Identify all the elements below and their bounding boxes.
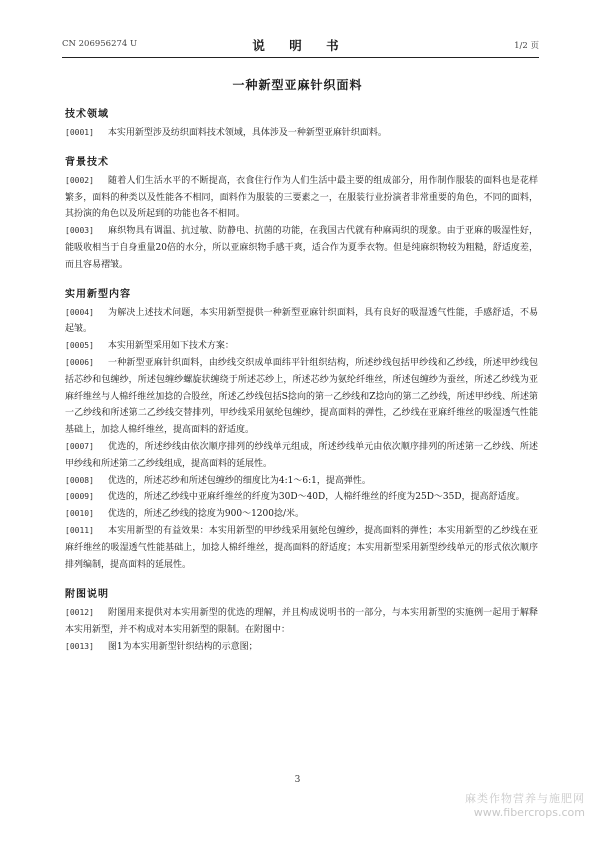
paragraph [65,223,538,273]
paragraph-number: [0012] [65,608,94,618]
paragraph-number: [0011] [65,525,94,535]
paragraph-number: [0004] [65,307,94,317]
paragraph-text: 随着人们生活水平的不断提高，衣食住行作为人们生活中最主要的组成部分，用作制作服装的面料也是花样繁多，面料的种类以及性能各不相同，面料作为服装的三要素之一，在服装行业扮演者非常重要的角色，不同的面料，其扮演的角色以及所起到的功能也各不相同。 [65,175,538,220]
page-indicator: 1/2 页 [514,41,539,51]
paragraph-number: [0001] [65,128,94,137]
watermark-site-name: 麻类作物营养与施肥网 [465,792,585,805]
paragraph-number: [0007] [65,441,94,451]
paragraph [65,173,538,223]
paragraph [65,473,538,490]
paragraph-number: [0009] [65,492,94,502]
section-heading-drawings: 附图说明 [65,589,109,601]
paragraph-text: 附图用来提供对本实用新型的优选的理解，并且构成说明书的一部分，与本实用新型的实施例一起用于解释本实用新型，并不构成对本实用新型的限制。在附图中： [65,608,538,636]
paragraph-text: 一种新型亚麻针织面料，由纱线交织成单面纬平针组织结构，所述纱线包括甲纱线和乙纱线，所述甲纱线包括芯纱和包缠纱，所述包缠纱螺旋状缠绕于所述芯纱上，所述芯纱为氨纶纤维丝，所述包缠纱为蚕丝，所述乙纱线为亚麻纤维丝与人棉纤维丝加捻的合股丝，所述乙纱线包括S捻向的第一乙纱线和Z捻向的第二乙纱线，所述甲纱线、所述第一乙纱线和所述第二乙纱线交替排列，甲纱线采用氨纶包缠纱，提高面料的弹性，乙纱线在亚麻纤维丝的吸湿透气性能基础上，加捻人棉纤维丝，提高面料的舒适度。 [65,357,538,436]
page-number: 3 [294,775,301,785]
paragraph-text: 优选的，所述乙纱线中亚麻纤维丝的纤度为30D～40D，人棉纤维丝的纤度为25D～35D，提高舒适度。 [107,492,525,503]
paragraph [65,523,538,573]
header-rule [62,57,539,58]
document-body [65,108,538,656]
paragraph-number: [0013] [65,641,94,651]
section-heading-tech-field: 技术领域 [65,109,109,120]
page-header [62,36,539,54]
patent-number: CN 206956274 U [62,39,138,49]
paragraph-text: 麻织物具有调温、抗过敏、防静电、抗菌的功能，在我国古代就有种麻両织的现象。由于亚麻的吸湿性好，能吸收相当于自身重量20倍的水分，所以亚麻织物手感干爽，适合作为夏季衣物。但是纯麻织物较为粗糙，舒适度差，而且容易褶皱。 [65,226,538,270]
paragraph [65,355,538,439]
paragraph-text: 本实用新型采用如下技术方案： [107,341,234,352]
paragraph-text: 优选的，所述乙纱线的捻度为900～1200捻/米。 [107,509,305,520]
paragraph-number: [0006] [65,357,94,367]
watermark [465,792,585,820]
paragraph [65,639,538,656]
paragraph-text: 图1为本实用新型针织结构的示意图； [107,641,258,652]
paragraph-number: [0010] [65,509,94,519]
paragraph-number: [0008] [65,475,94,485]
paragraph-number: [0005] [65,341,94,351]
document-title: 一种新型亚麻针织面料 [232,78,363,92]
paragraph-text: 本实用新型涉及纺织面料技术领域，具体涉及一种新型亚麻针织面料。 [107,128,387,138]
paragraph-text: 为解决上述技术问题，本实用新型提供一种新型亚麻针织面料，具有良好的吸湿透气性能，手感舒适，不易起皱。 [65,307,538,335]
paragraph-text: 优选的，所述纱线由依次顺序排列的纱线单元组成，所述纱线单元由依次顺序排列的所述第一乙纱线、所述甲纱线和所述第二乙纱线组成，提高面料的延展性。 [65,441,538,469]
paragraph-number: [0002] [65,175,94,185]
document-type: 说 明 书 [252,38,349,53]
paragraph [65,338,538,355]
paragraph [65,489,538,506]
paragraph [65,305,538,339]
paragraph [65,506,538,523]
paragraph [65,605,538,639]
paragraph-text: 优选的，所述芯纱和所述包缠纱的细度比为4:1～6:1，提高弹性。 [107,475,371,486]
paragraph-number: [0003] [65,226,94,236]
paragraph-text: 本实用新型的有益效果：本实用新型的甲纱线采用氨纶包缠纱，提高面料的弹性；本实用新型的乙纱线在亚麻纤维丝的吸湿透气性能基础上，加捻人棉纤维丝，提高面料的舒适度；本实用新型采用新型纱线单元的形式依次顺序排列编制，提高面料的延展性。 [65,525,538,570]
section-heading-content: 实用新型内容 [65,288,131,300]
paragraph [65,439,538,473]
section-heading-background: 背景技术 [65,156,109,168]
paragraph [65,125,538,142]
watermark-url: www.fibercrops.com [473,806,585,819]
